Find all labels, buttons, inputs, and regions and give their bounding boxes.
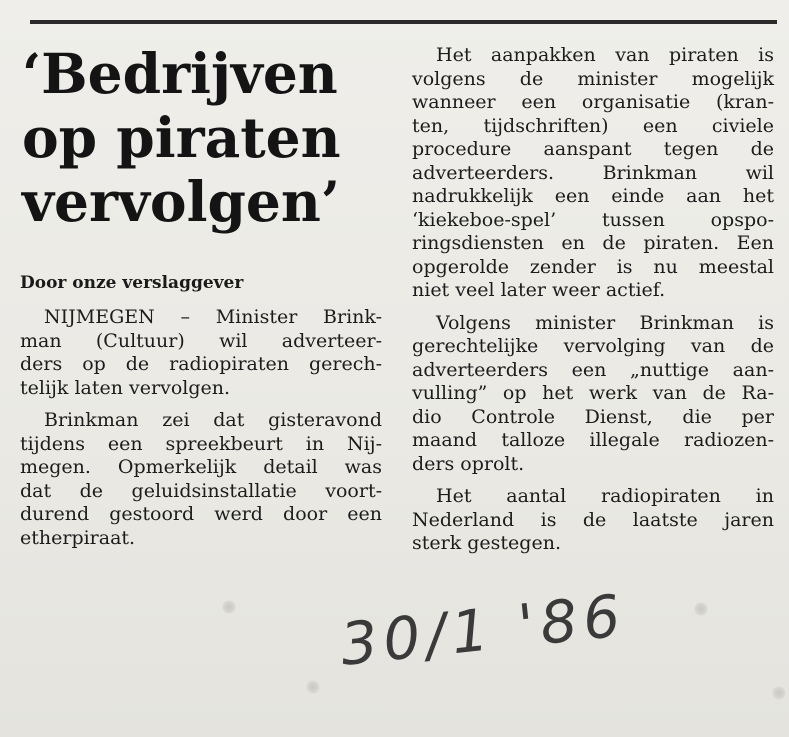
text-line: ‘kiekeboe-spel’ tussen opspo- (412, 208, 774, 231)
paragraph-1 (20, 306, 382, 400)
top-rule (30, 20, 777, 24)
paragraph-4 (412, 312, 774, 477)
text-line: Volgens minister Brinkman is (436, 311, 774, 334)
text-line: dio Controle Dienst, die per (412, 405, 774, 428)
byline: Door onze verslaggever (20, 273, 244, 293)
text-line: ringsdiensten en de piraten. Een (412, 232, 774, 254)
text-line: wanneer een organisatie (kran- (412, 91, 774, 113)
text-line: megen. Opmerkelijk detail was (20, 456, 382, 478)
text-line: ders op de radiopiraten gerech- (20, 353, 382, 375)
tape-residue-mark (306, 680, 320, 694)
text-line: maand talloze illegale radiozen- (412, 429, 774, 451)
paragraph-3 (412, 44, 774, 303)
text-line: niet veel later weer actief. (412, 279, 666, 301)
article-column-right (412, 44, 774, 565)
text-line: opgerolde zender is nu meestal (412, 255, 774, 278)
text-line: Nederland is de laatste jaren (412, 508, 774, 531)
text-line: tijdens een spreekbeurt in Nij- (20, 432, 382, 455)
text-line: ten, tijdschriften) een civiele (412, 114, 774, 137)
text-line: adverteerders. Brinkman wil (412, 161, 774, 184)
tape-residue-mark (222, 600, 236, 614)
text-line: telijk laten vervolgen. (20, 376, 231, 399)
text-line: Het aanpakken van piraten is (436, 44, 774, 66)
text-line: volgens de minister mogelijk (412, 67, 774, 90)
headline (22, 42, 382, 234)
tape-residue-mark (772, 686, 786, 700)
text-line: adverteerders een „nuttige aan- (412, 358, 774, 381)
text-line: NIJMEGEN – Minister Brink- (44, 306, 382, 328)
text-line: ders oprolt. (412, 452, 525, 475)
text-line: procedure aanspant tegen de (412, 138, 774, 160)
text-line: vulling” op het werk van de Ra- (412, 382, 774, 404)
text-line: Brinkman zei dat gisteravond (44, 409, 382, 431)
text-line: dat de geluidsinstallatie voort- (20, 479, 382, 502)
headline-line-2: op piraten (22, 105, 341, 170)
tape-residue-mark (694, 602, 708, 616)
text-line: etherpiraat. (20, 526, 136, 549)
text-line: nadrukkelijk een einde aan het (412, 185, 774, 207)
text-line: gerechtelijke vervolging van de (412, 335, 774, 357)
handwritten-date: 30/1 '86 (337, 581, 630, 679)
text-line: durend gestoord werd door een (20, 503, 382, 525)
headline-line-3: vervolgen’ (22, 169, 341, 234)
article-column-left (20, 306, 382, 559)
text-line: Het aantal radiopiraten in (436, 485, 774, 507)
paragraph-2 (20, 409, 382, 550)
headline-line-1: ‘Bedrijven (22, 41, 338, 106)
text-line: sterk gestegen. (412, 532, 561, 554)
paragraph-5 (412, 485, 774, 556)
text-line: man (Cultuur) wil adverteer- (20, 329, 382, 352)
